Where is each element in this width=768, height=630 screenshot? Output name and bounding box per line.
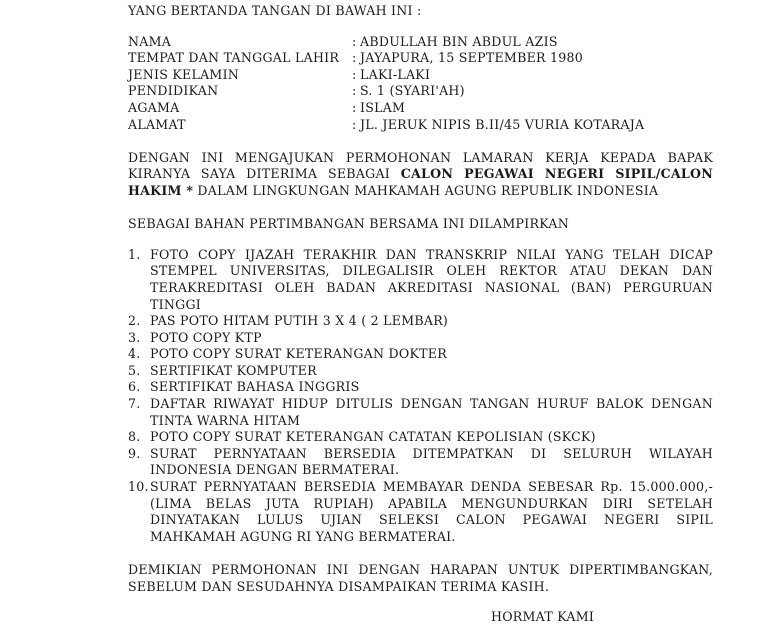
list-text: POTO COPY SURAT KETERANGAN CATATAN KEPOLISIAN (SKCK) — [150, 429, 596, 445]
request-text-part2: DALAM LINGKUNGAN MAHKAMAH AGUNG REPUBLIK INDONESIA — [193, 182, 659, 198]
identity-row-religion — [128, 100, 713, 117]
identity-value: JL. JERUK NIPIS B.II/45 VURIA KOTARAJA — [360, 116, 645, 132]
identity-separator: : — [352, 66, 357, 82]
list-item — [128, 247, 713, 313]
list-number: 1. — [128, 246, 141, 262]
list-number: 8. — [128, 429, 141, 445]
list-item — [128, 363, 713, 380]
list-item — [128, 313, 713, 330]
identity-label: JENIS KELAMIN — [128, 66, 240, 82]
closing-paragraph: DEMIKIAN PERMOHONAN INI DENGAN HARAPAN UNTUK DIPERTIMBANGKAN, SEBELUM DAN SESUDAHNYA DISAMPAIKAN TERIMA KASIH. — [128, 562, 713, 594]
list-item — [128, 396, 713, 429]
list-text: POTO COPY KTP — [150, 329, 262, 345]
list-item — [128, 346, 713, 363]
list-number: 9. — [128, 445, 141, 461]
identity-label: PENDIDIKAN — [128, 83, 219, 99]
identity-row-nama — [128, 34, 713, 51]
identity-separator: : — [352, 83, 357, 99]
identity-separator: : — [352, 50, 357, 66]
request-text-part1: DENGAN INI MENGAJUKAN PERMOHONAN LAMARAN KERJA KEPADA BAPAK KIRANYA SAYA DITERIMA SEBAGAI — [128, 149, 713, 182]
identity-value: LAKI-LAKI — [360, 66, 431, 82]
list-text: SERTIFIKAT KOMPUTER — [150, 362, 317, 378]
identity-label: AGAMA — [128, 99, 180, 115]
list-text: SERTIFIKAT BAHASA INGGRIS — [150, 379, 360, 395]
identity-row-education — [128, 83, 713, 100]
identity-row-birth — [128, 50, 713, 67]
identity-label: TEMPAT DAN TANGGAL LAHIR — [128, 50, 340, 66]
letter-page — [128, 3, 713, 625]
identity-label: ALAMAT — [128, 116, 186, 132]
intro-line: YANG BERTANDA TANGAN DI BAWAH INI : — [128, 3, 422, 18]
identity-row-address — [128, 117, 713, 134]
list-item — [128, 379, 713, 396]
list-number: 6. — [128, 379, 141, 395]
list-text: DAFTAR RIWAYAT HIDUP DITULIS DENGAN TANGAN HURUF BALOK DENGAN TINTA WARNA HITAM — [150, 396, 713, 428]
identity-value: S. 1 (SYARI'AH) — [360, 83, 465, 99]
list-number: 2. — [128, 313, 141, 329]
list-text: PAS POTO HITAM PUTIH 3 X 4 ( 2 LEMBAR) — [150, 313, 449, 329]
list-text: POTO COPY SURAT KETERANGAN DOKTER — [150, 346, 447, 362]
identity-value: JAYAPURA, 15 SEPTEMBER 1980 — [360, 50, 584, 66]
attachments-heading: SEBAGAI BAHAN PERTIMBANGAN BERSAMA INI DILAMPIRKAN — [128, 216, 569, 232]
list-number: 5. — [128, 362, 141, 378]
list-item — [128, 330, 713, 347]
list-number: 4. — [128, 346, 141, 362]
attachments-list — [128, 247, 713, 546]
identity-value: ISLAM — [360, 99, 406, 115]
list-text: FOTO COPY IJAZAH TERAKHIR DAN TRANSKRIP NILAI YANG TELAH DICAP STEMPEL UNIVERSITAS, DILEGALISIR OLEH REKTOR ATAU DEKAN DAN TERAKREDITASI OLEH BADAN AKREDITASI NASIONAL (BAN) PERGURUAN TINGGI — [150, 246, 713, 312]
identity-value: ABDULLAH BIN ABDUL AZIS — [360, 33, 558, 49]
list-item — [128, 479, 713, 545]
list-number: 10. — [128, 479, 149, 495]
list-number: 3. — [128, 329, 141, 345]
identity-separator: : — [352, 99, 357, 115]
identity-label: NAMA — [128, 33, 172, 49]
identity-block — [128, 34, 713, 134]
list-item — [128, 429, 713, 446]
list-text: SURAT PERNYATAAN BERSEDIA MEMBAYAR DENDA SEBESAR Rp. 15.000.000,- (LIMA BELAS JUTA RUPIAH) APABILA MENGUNDURKAN DIRI SETELAH DINYATAKAN LULUS UJIAN SELEKSI CALON PEGAWAI NEGERI SIPIL MAHKAMAH AGUNG RI YANG BERMATERAI. — [150, 479, 713, 544]
signature-line: HORMAT KAMI — [491, 609, 595, 625]
identity-separator: : — [352, 33, 357, 49]
list-text: SURAT PERNYATAAN BERSEDIA DITEMPATKAN DI SELURUH WILAYAH INDONESIA DENGAN BERMATERAI. — [150, 445, 713, 478]
request-paragraph — [128, 150, 713, 200]
identity-separator: : — [352, 116, 357, 132]
request-position-bold: CALON PEGAWAI NEGERI SIPIL/CALON HAKIM * — [128, 166, 713, 198]
list-number: 7. — [128, 396, 141, 412]
identity-row-gender — [128, 67, 713, 84]
list-item — [128, 446, 713, 479]
